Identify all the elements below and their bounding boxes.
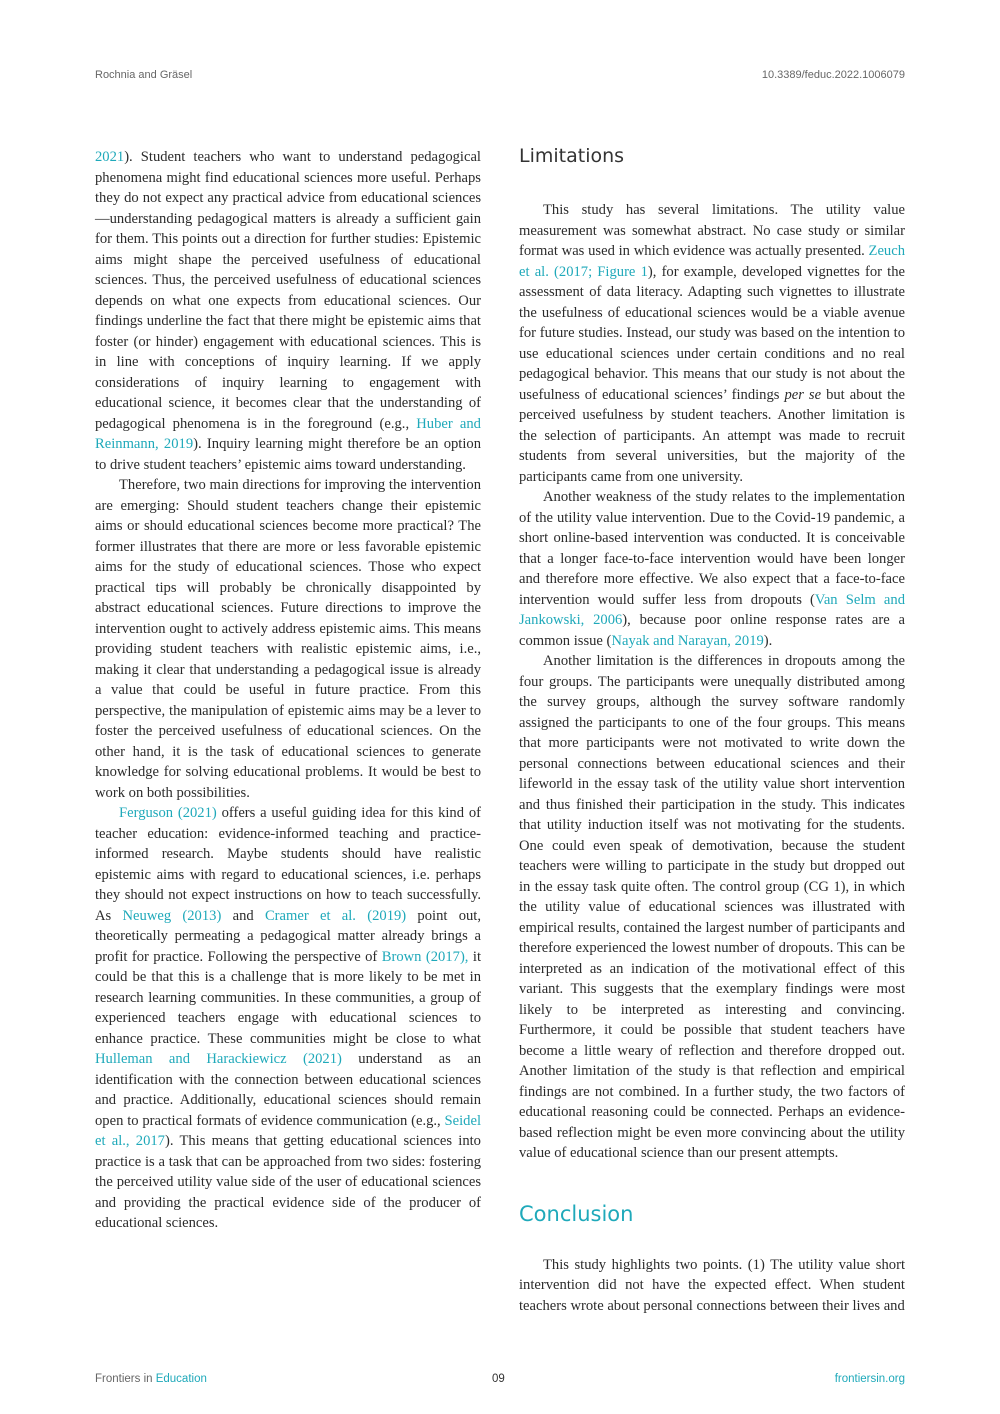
conclusion-body [519, 1255, 905, 1317]
conclusion-heading: Conclusion [519, 1201, 634, 1226]
paragraph [95, 803, 481, 1234]
citation-link[interactable]: Nayak and Narayan, 2019 [611, 632, 764, 649]
body-text: ). Inquiry learning might therefore be an option to drive student teachers’ epistemic aims toward understanding. [95, 436, 481, 473]
footer-site-link[interactable]: frontiersin.org [834, 1373, 905, 1385]
citation-link[interactable]: Ferguson (2021) [119, 805, 217, 821]
citation-link[interactable]: Brown (2017), [381, 948, 469, 965]
body-text: Another limitation is the differences in dropouts among the four groups. The participants were unequally distributed among the survey groups, although the survey software randomly assigned the participants to one of the four groups. This means that more participants were not motivated to write down the personal connections between educational sciences and their lifeworld in the essay task of the utility value short intervention and thus finished their participation in the study. This indicates that utility induction itself was not motivating for the students. One could even speak of demotivation, because the student teachers were willing to participate in the study but dropped out in the essay task quite often. The control group (CG 1), in which the utility value of educational sciences was illustrated with empirical results, contained the largest number of participants and therefore experienced the lowest number of dropouts. This can be interpreted as an indication of the motivational effect of this variant. This suggests that the exemplary findings were most likely to be interpreted as interesting and convincing. Furthermore, it could be possible that student teachers have become a little weary of reflection and therefore dropped out. Another limitation of the study is that reflection and empirical findings are not combined. In a further study, the two factors of educational reasoning could be connected. Perhaps an evidence-based reflection might be even more convincing about the utility value of educational science than our present attempts. [519, 653, 905, 1161]
running-header-doi: 10.3389/feduc.2022.1006079 [761, 69, 905, 81]
paragraph [519, 487, 905, 651]
paragraph [519, 651, 905, 1164]
citation-link[interactable]: Seidel et al., 2017 [95, 1112, 481, 1149]
body-text: it could be that this is a challenge that is more likely to be met in research learning communities. In these communities, a group of experienced teachers engage with educational sciences to enhance practice. These communities might be close to what [95, 948, 481, 1047]
running-header-authors: Rochnia and Gräsel [95, 69, 193, 81]
footer-journal-name[interactable]: Education [155, 1373, 207, 1385]
citation-link[interactable]: Cramer et al. (2019) [264, 907, 407, 924]
paragraph [95, 147, 481, 475]
body-text: but about the perceived usefulness by student teachers. Another limitation is the selection of participants. An attempt was made to recruit students from several universities, but the majority of the participants came from one university. [519, 386, 905, 485]
page-number: 09 [492, 1373, 505, 1385]
body-text: This study highlights two points. (1) The utility value short intervention did not have the expected effect. When student teachers wrote about personal connections between their lives and [519, 1256, 905, 1314]
body-text: Another weakness of the study relates to the implementation of the utility value intervention. Due to the Covid-19 pandemic, a short online-based intervention was conducted. It is conceivable that a longer face-to-face intervention would have been longer and therefore more effective. We also expect that a face-to-face intervention would suffer less from dropouts ( [519, 489, 905, 608]
italic-text: per se [784, 386, 822, 403]
citation-link[interactable]: Neuweg (2013) [122, 907, 222, 924]
paragraph [519, 200, 905, 487]
citation-link[interactable]: Huber and Reinmann, 2019 [95, 415, 481, 452]
citation-link[interactable]: 2021 [95, 149, 125, 165]
body-text: understand as an identification with the connection between educational sciences and practice. Additionally, educational sciences should remain open to practical formats of evidence communication (e.g., [95, 1051, 481, 1129]
right-column [519, 143, 905, 1316]
left-column-body [95, 147, 481, 1234]
body-text: ). This means that getting educational sciences into practice is a task that can be approached from two sides: fostering the perceived utility value side of the user of educational sciences and providing the practical evidence side of the producer of educational sciences. [95, 1133, 481, 1231]
body-text: ), for example, developed vignettes for the assessment of data literacy. Adapting such vignettes to illustrate the usefulness of educational sciences would be a viable avenue for future studies. Instead, our study was based on the intention to use educational sciences under certain conditions and no real pedagogical behavior. This means that our study is not about the usefulness of educational sciences’ findings [519, 263, 905, 403]
limitations-heading: Limitations [519, 145, 625, 167]
body-text: ), because poor online response rates are a common issue ( [519, 612, 905, 649]
citation-link[interactable]: Hulleman and Harackiewicz (2021) [95, 1051, 342, 1067]
citation-link[interactable]: Van Selm and Jankowski, 2006 [519, 591, 905, 628]
paragraph [95, 475, 481, 803]
left-column [95, 147, 481, 1234]
footer-journal [95, 1372, 207, 1386]
body-text: point out, theoretically permeating a pedagogical matter already brings a profit for practice. Following the perspective of [95, 907, 482, 965]
body-text: ). Student teachers who want to understand pedagogical phenomena might find educational sciences more useful. Perhaps they do not expect any practical advice from educational sciences—understanding pedagogical matters is already a sufficient gain for them. This points out a direction for further studies: Epistemic aims might shape the perceived usefulness of educational sciences. Thus, the perceived usefulness of educational sciences depends on what one expects from educational sciences. Our findings underline the fact that there might be epistemic aims that foster (or hinder) engagement with educational sciences. This is in line with conceptions of inquiry learning. If we apply considerations of inquiry learning to engagement with educational science, it becomes clear that the understanding of pedagogical phenomena is in the foreground (e.g., [95, 149, 481, 432]
body-text: Therefore, two main directions for improving the intervention are emerging: Should student teachers change their epistemic aims or should educational sciences become more practical? The former illustrates that there are more or less favorable epistemic aims for the study of educational sciences. Those who expect practical tips will probably be chronically disappointed by abstract educational sciences. Future directions to improve the intervention ought to actively address epistemic aims. This means providing student teachers with realistic epistemic aims, i.e., making it clear that understanding a pedagogical issue is already a value that could be useful in future practice. From this perspective, the manipulation of epistemic aims may be a lever to foster the perceived usefulness of educational sciences. On the other hand, it is the task of educational sciences to generate knowledge for solving educational problems. It would be best to work on both possibilities. [95, 477, 481, 801]
body-text: and [221, 907, 265, 924]
limitations-body [519, 200, 905, 1164]
body-text: ). [763, 632, 773, 649]
body-text: offers a useful guiding idea for this kind of teacher education: evidence-informed teaching and practice-informed research. Maybe students should have realistic epistemic aims with regard to educational sciences, i.e. perhaps they should not expect instructions on how to teach successfully. As [95, 805, 481, 924]
footer-journal-prefix: Frontiers in [95, 1373, 156, 1385]
citation-link[interactable]: Zeuch et al. (2017; Figure 1 [519, 243, 905, 280]
body-text: This study has several limitations. The utility value measurement was somewhat abstract. No case study or similar format was used in which evidence was actually presented. [519, 202, 905, 259]
paragraph [519, 1255, 905, 1317]
